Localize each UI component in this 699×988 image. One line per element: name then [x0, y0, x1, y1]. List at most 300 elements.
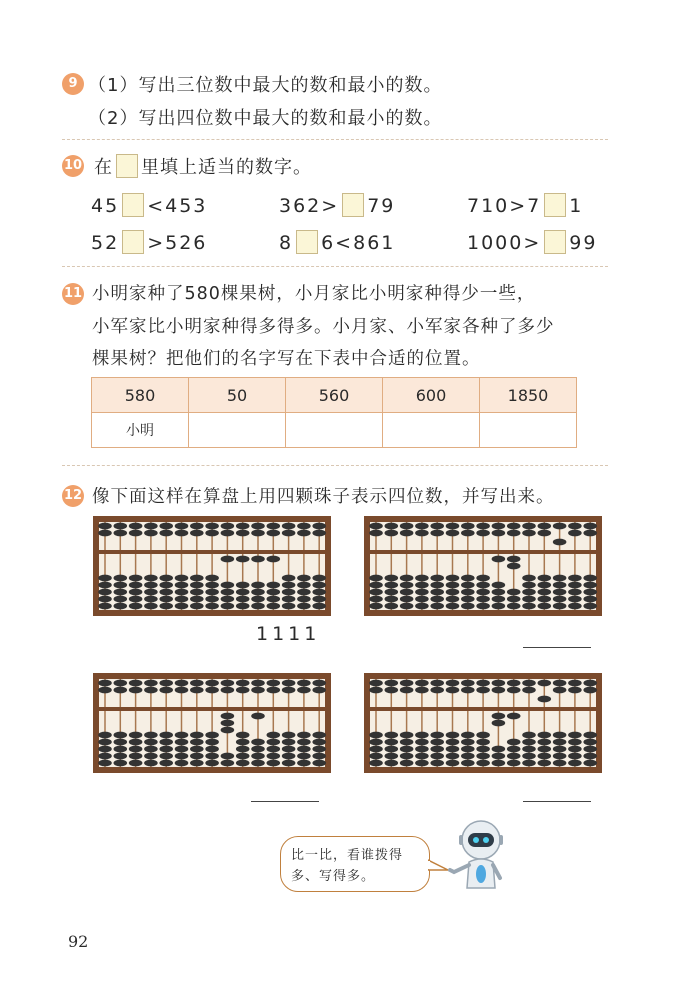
abacus-bead — [129, 603, 143, 610]
abacus-bead — [446, 589, 460, 596]
abacus-bead — [369, 732, 383, 739]
question-9-number: 9 — [62, 73, 84, 95]
abacus-bead — [538, 739, 552, 746]
abacus-bead — [98, 687, 112, 694]
abacus-bead — [385, 530, 399, 537]
abacus-bead — [461, 530, 475, 537]
q10-intro-after: 里填上适当的数字。 — [141, 157, 312, 178]
abacus-bead — [114, 523, 128, 530]
abacus-bead — [221, 687, 235, 694]
blank-box[interactable] — [342, 193, 364, 217]
abacus-bead — [385, 582, 399, 589]
abacus-bead — [522, 523, 536, 530]
abacus-bead — [129, 589, 143, 596]
abacus-bead — [400, 760, 414, 767]
abacus-bead — [568, 753, 582, 760]
abacus-bead — [492, 680, 506, 687]
abacus-bead — [446, 596, 460, 603]
abacus-bead — [400, 753, 414, 760]
page-number: 92 — [68, 932, 89, 951]
abacus-bead — [583, 760, 597, 767]
ineq-right: 6<861 — [321, 232, 396, 254]
abacus-bead — [522, 760, 536, 767]
abacus-bead — [522, 603, 536, 610]
abacus-bead — [267, 760, 281, 767]
abacus-bead — [312, 760, 326, 767]
abacus-bead — [430, 760, 444, 767]
abacus-bead — [221, 720, 235, 727]
abacus-bead — [205, 746, 219, 753]
abacus-bead — [568, 530, 582, 537]
abacus-bead — [282, 603, 296, 610]
abacus-bead — [538, 523, 552, 530]
table-cell: 580 — [92, 378, 189, 413]
abacus-bead — [297, 732, 311, 739]
abacus-bead — [538, 596, 552, 603]
abacus-bead — [583, 603, 597, 610]
abacus-bead — [267, 589, 281, 596]
abacus-bead — [297, 603, 311, 610]
abacus-bead — [251, 746, 265, 753]
abacus-bead — [553, 523, 567, 530]
abacus-bead — [205, 687, 219, 694]
abacus-bead — [205, 523, 219, 530]
abacus-bead — [400, 739, 414, 746]
blank-box[interactable] — [544, 230, 566, 254]
abacus-bead — [297, 753, 311, 760]
abacus-bead — [251, 739, 265, 746]
abacus-bead — [312, 530, 326, 537]
inequality-5 — [279, 230, 395, 254]
abacus-bead — [221, 589, 235, 596]
abacus-bead — [522, 582, 536, 589]
abacus-bead — [159, 589, 173, 596]
abacus-bead — [98, 589, 112, 596]
abacus-bead — [400, 575, 414, 582]
abacus-bead — [415, 582, 429, 589]
abacus-bead — [312, 746, 326, 753]
abacus-bead — [415, 680, 429, 687]
abacus-bead — [538, 696, 552, 703]
abacus-bead — [492, 720, 506, 727]
abacus-bead — [583, 680, 597, 687]
abacus-bead — [297, 739, 311, 746]
abacus-bead — [430, 575, 444, 582]
abacus-bead — [282, 596, 296, 603]
blank-box[interactable] — [296, 230, 318, 254]
abacus-bead — [175, 753, 189, 760]
abacus-bead — [190, 530, 204, 537]
abacus-bead — [221, 727, 235, 734]
abacus-bead — [129, 680, 143, 687]
abacus-bead — [385, 523, 399, 530]
abacus-bead — [251, 603, 265, 610]
abacus-bead — [190, 680, 204, 687]
abacus-bead — [159, 732, 173, 739]
abacus-example — [93, 516, 331, 616]
abacus-bead — [236, 596, 250, 603]
abacus-bead — [538, 680, 552, 687]
abacus-bead — [507, 589, 521, 596]
abacus-bead — [144, 760, 158, 767]
blank-box — [116, 154, 138, 178]
table-cell: 600 — [383, 378, 480, 413]
abacus-bead — [159, 582, 173, 589]
abacus-bead — [129, 746, 143, 753]
abacus-bead — [385, 746, 399, 753]
abacus-bead — [159, 746, 173, 753]
abacus-bead — [312, 523, 326, 530]
abacus-bead — [507, 563, 521, 570]
inequality-4 — [91, 230, 207, 254]
abacus-bead — [267, 687, 281, 694]
abacus-bead — [129, 575, 143, 582]
abacus-bead — [251, 760, 265, 767]
abacus-bead — [251, 523, 265, 530]
abacus-bead — [583, 732, 597, 739]
abacus-bead — [282, 530, 296, 537]
abacus-bead — [205, 575, 219, 582]
hint-speech-bubble — [280, 836, 430, 892]
inequality-2 — [279, 193, 395, 217]
abacus-bead — [522, 753, 536, 760]
abacus-bead — [538, 603, 552, 610]
abacus-bead — [538, 589, 552, 596]
abacus-bead — [492, 523, 506, 530]
abacus-bead — [553, 680, 567, 687]
abacus-bead — [221, 680, 235, 687]
abacus-bead — [369, 523, 383, 530]
abacus-bead — [175, 680, 189, 687]
abacus-bead — [553, 539, 567, 546]
abacus-bead — [522, 739, 536, 746]
abacus-bead — [369, 596, 383, 603]
abacus-bead — [144, 582, 158, 589]
abacus-bead — [159, 760, 173, 767]
ineq-left: 8 — [279, 232, 294, 254]
abacus-bead — [159, 687, 173, 694]
abacus-bead — [144, 589, 158, 596]
abacus-bead — [205, 760, 219, 767]
table-cell-blank[interactable] — [480, 413, 577, 448]
abacus-bead — [583, 596, 597, 603]
abacus-bead — [236, 746, 250, 753]
abacus-bead — [507, 523, 521, 530]
abacus-3 — [93, 673, 331, 773]
abacus-bead — [114, 589, 128, 596]
abacus-bead — [461, 603, 475, 610]
table-cell-blank[interactable] — [189, 413, 286, 448]
abacus-bead — [538, 582, 552, 589]
abacus-bead — [369, 746, 383, 753]
abacus-bead — [282, 760, 296, 767]
abacus-bead — [568, 687, 582, 694]
abacus-bead — [205, 753, 219, 760]
abacus-bead — [415, 596, 429, 603]
table-row — [92, 413, 577, 448]
abacus-bead — [446, 680, 460, 687]
abacus-bead — [385, 739, 399, 746]
q12-instruction: 像下面这样在算盘上用四颗珠子表示四位数，并写出来。 — [92, 487, 555, 507]
abacus-bead — [205, 530, 219, 537]
abacus-bead — [251, 680, 265, 687]
abacus-bead — [385, 575, 399, 582]
abacus-bead — [175, 530, 189, 537]
abacus-bead — [476, 582, 490, 589]
abacus-bead — [400, 589, 414, 596]
abacus-bead — [538, 732, 552, 739]
blank-box[interactable] — [122, 193, 144, 217]
abacus-bead — [251, 596, 265, 603]
abacus-bead — [492, 582, 506, 589]
abacus-bead — [251, 530, 265, 537]
abacus-bead — [415, 530, 429, 537]
abacus-bead — [415, 523, 429, 530]
abacus-bead — [297, 575, 311, 582]
abacus-bead — [461, 582, 475, 589]
abacus-bead — [476, 760, 490, 767]
abacus-bead — [492, 603, 506, 610]
abacus-bead — [98, 575, 112, 582]
abacus-bead — [430, 530, 444, 537]
abacus-bead — [385, 687, 399, 694]
abacus-bead — [553, 760, 567, 767]
abacus-bead — [492, 753, 506, 760]
abacus-bead — [159, 596, 173, 603]
abacus-bead — [415, 687, 429, 694]
abacus-bead — [312, 582, 326, 589]
abacus-bead — [114, 596, 128, 603]
abacus-bead — [553, 575, 567, 582]
abacus-bead — [369, 603, 383, 610]
abacus-bead — [492, 760, 506, 767]
abacus-bead — [385, 603, 399, 610]
abacus-bead — [190, 575, 204, 582]
abacus-bead — [282, 582, 296, 589]
abacus-bead — [385, 680, 399, 687]
abacus-bead — [297, 530, 311, 537]
ineq-right: 79 — [367, 195, 396, 217]
abacus-bead — [98, 753, 112, 760]
abacus-bead — [522, 575, 536, 582]
abacus-bead — [415, 575, 429, 582]
table-cell-blank[interactable] — [383, 413, 480, 448]
abacus-bead — [205, 582, 219, 589]
abacus-bead — [114, 746, 128, 753]
abacus-bead — [461, 680, 475, 687]
abacus-bead — [385, 596, 399, 603]
abacus-bead — [461, 753, 475, 760]
answer-line[interactable] — [523, 801, 591, 802]
abacus-bead — [538, 575, 552, 582]
q11-line-1: 小明家种了580棵果树，小月家比小明家种得少一些， — [92, 284, 536, 304]
abacus-bead — [236, 530, 250, 537]
abacus-bead — [415, 603, 429, 610]
abacus-bead — [446, 582, 460, 589]
abacus-bead — [538, 753, 552, 760]
abacus-bead — [461, 760, 475, 767]
q9-line-1: （1）写出三位数中最大的数和最小的数。 — [88, 75, 443, 96]
abacus-bead — [476, 732, 490, 739]
abacus-bead — [553, 687, 567, 694]
abacus-bead — [568, 582, 582, 589]
abacus-bead — [461, 596, 475, 603]
abacus-bead — [236, 582, 250, 589]
abacus-bead — [461, 739, 475, 746]
abacus-bead — [190, 603, 204, 610]
abacus-bead — [129, 687, 143, 694]
abacus-bead — [400, 596, 414, 603]
abacus-bead — [114, 603, 128, 610]
abacus-bead — [144, 732, 158, 739]
divider — [62, 465, 608, 466]
abacus-bead — [522, 596, 536, 603]
abacus-bead — [205, 596, 219, 603]
abacus-bead — [98, 760, 112, 767]
abacus-bead — [98, 746, 112, 753]
table-header-row — [92, 378, 577, 413]
abacus-bead — [251, 589, 265, 596]
abacus-bead — [492, 530, 506, 537]
abacus-bead — [267, 753, 281, 760]
abacus-bead — [369, 753, 383, 760]
abacus-bead — [205, 739, 219, 746]
abacus-bead — [461, 687, 475, 694]
blank-box[interactable] — [122, 230, 144, 254]
abacus-bead — [312, 739, 326, 746]
abacus-bead — [144, 687, 158, 694]
abacus-4 — [364, 673, 602, 773]
ineq-left: 1000> — [467, 232, 542, 254]
abacus-bead — [583, 739, 597, 746]
abacus-bead — [251, 713, 265, 720]
abacus-bead — [476, 680, 490, 687]
abacus-bead — [175, 596, 189, 603]
abacus-bead — [369, 589, 383, 596]
abacus-bead — [205, 732, 219, 739]
abacus-bead — [267, 582, 281, 589]
abacus-bead — [221, 596, 235, 603]
abacus-bead — [553, 603, 567, 610]
abacus-bead — [312, 575, 326, 582]
abacus-bead — [114, 582, 128, 589]
abacus-bead — [175, 760, 189, 767]
abacus-bead — [114, 760, 128, 767]
abacus-bead — [446, 732, 460, 739]
answer-line[interactable] — [251, 801, 319, 802]
abacus-bead — [114, 680, 128, 687]
abacus-bead — [236, 556, 250, 563]
abacus-bead — [236, 732, 250, 739]
abacus-bead — [568, 760, 582, 767]
abacus-bead — [446, 523, 460, 530]
abacus-bead — [553, 732, 567, 739]
abacus-bead — [415, 732, 429, 739]
abacus-bead — [236, 687, 250, 694]
table-cell: 560 — [286, 378, 383, 413]
abacus-bead — [129, 739, 143, 746]
abacus-bead — [430, 603, 444, 610]
abacus-bead — [282, 746, 296, 753]
abacus-beam — [370, 550, 596, 554]
abacus-bead — [267, 596, 281, 603]
inequality-3 — [467, 193, 583, 217]
abacus-bead — [129, 753, 143, 760]
abacus-bead — [236, 753, 250, 760]
abacus-bead — [312, 603, 326, 610]
abacus-bead — [297, 589, 311, 596]
abacus-bead — [221, 556, 235, 563]
abacus-bead — [430, 582, 444, 589]
abacus-bead — [400, 687, 414, 694]
q11-line-3: 棵果树？把他们的名字写在下表中合适的位置。 — [92, 349, 481, 369]
abacus-bead — [430, 589, 444, 596]
abacus-bead — [476, 739, 490, 746]
abacus-bead — [522, 732, 536, 739]
abacus-bead — [553, 746, 567, 753]
abacus-bead — [507, 739, 521, 746]
ineq-left: 362> — [279, 195, 340, 217]
abacus-bead — [507, 687, 521, 694]
abacus-bead — [568, 739, 582, 746]
ineq-right: >526 — [147, 232, 208, 254]
ineq-right: 1 — [569, 195, 584, 217]
abacus-bead — [114, 739, 128, 746]
abacus-bead — [144, 575, 158, 582]
abacus-bead — [190, 523, 204, 530]
abacus-bead — [415, 739, 429, 746]
abacus-bead — [236, 760, 250, 767]
abacus-bead — [282, 732, 296, 739]
abacus-bead — [507, 530, 521, 537]
abacus-bead — [282, 589, 296, 596]
answer-line[interactable] — [523, 647, 591, 648]
abacus-bead — [221, 713, 235, 720]
abacus-bead — [369, 760, 383, 767]
abacus-bead — [221, 530, 235, 537]
abacus-bead — [312, 680, 326, 687]
abacus-bead — [221, 760, 235, 767]
abacus-bead — [430, 523, 444, 530]
abacus-bead — [144, 739, 158, 746]
abacus-bead — [430, 680, 444, 687]
abacus-bead — [98, 603, 112, 610]
abacus-bead — [522, 746, 536, 753]
abacus-bead — [190, 739, 204, 746]
abacus-bead — [144, 530, 158, 537]
abacus-bead — [446, 603, 460, 610]
abacus-bead — [221, 582, 235, 589]
table-cell: 1850 — [480, 378, 577, 413]
abacus-bead — [267, 680, 281, 687]
abacus-bead — [446, 687, 460, 694]
abacus-bead — [507, 746, 521, 753]
abacus-bead — [476, 687, 490, 694]
ineq-left: 52 — [91, 232, 120, 254]
table-cell-blank[interactable] — [286, 413, 383, 448]
blank-box[interactable] — [544, 193, 566, 217]
abacus-bead — [312, 589, 326, 596]
abacus-bead — [159, 530, 173, 537]
abacus-bead — [553, 739, 567, 746]
abacus-bead — [98, 732, 112, 739]
abacus-bead — [553, 596, 567, 603]
abacus-bead — [98, 596, 112, 603]
abacus-bead — [369, 680, 383, 687]
abacus-bead — [553, 753, 567, 760]
abacus-bead — [205, 589, 219, 596]
abacus-bead — [297, 523, 311, 530]
